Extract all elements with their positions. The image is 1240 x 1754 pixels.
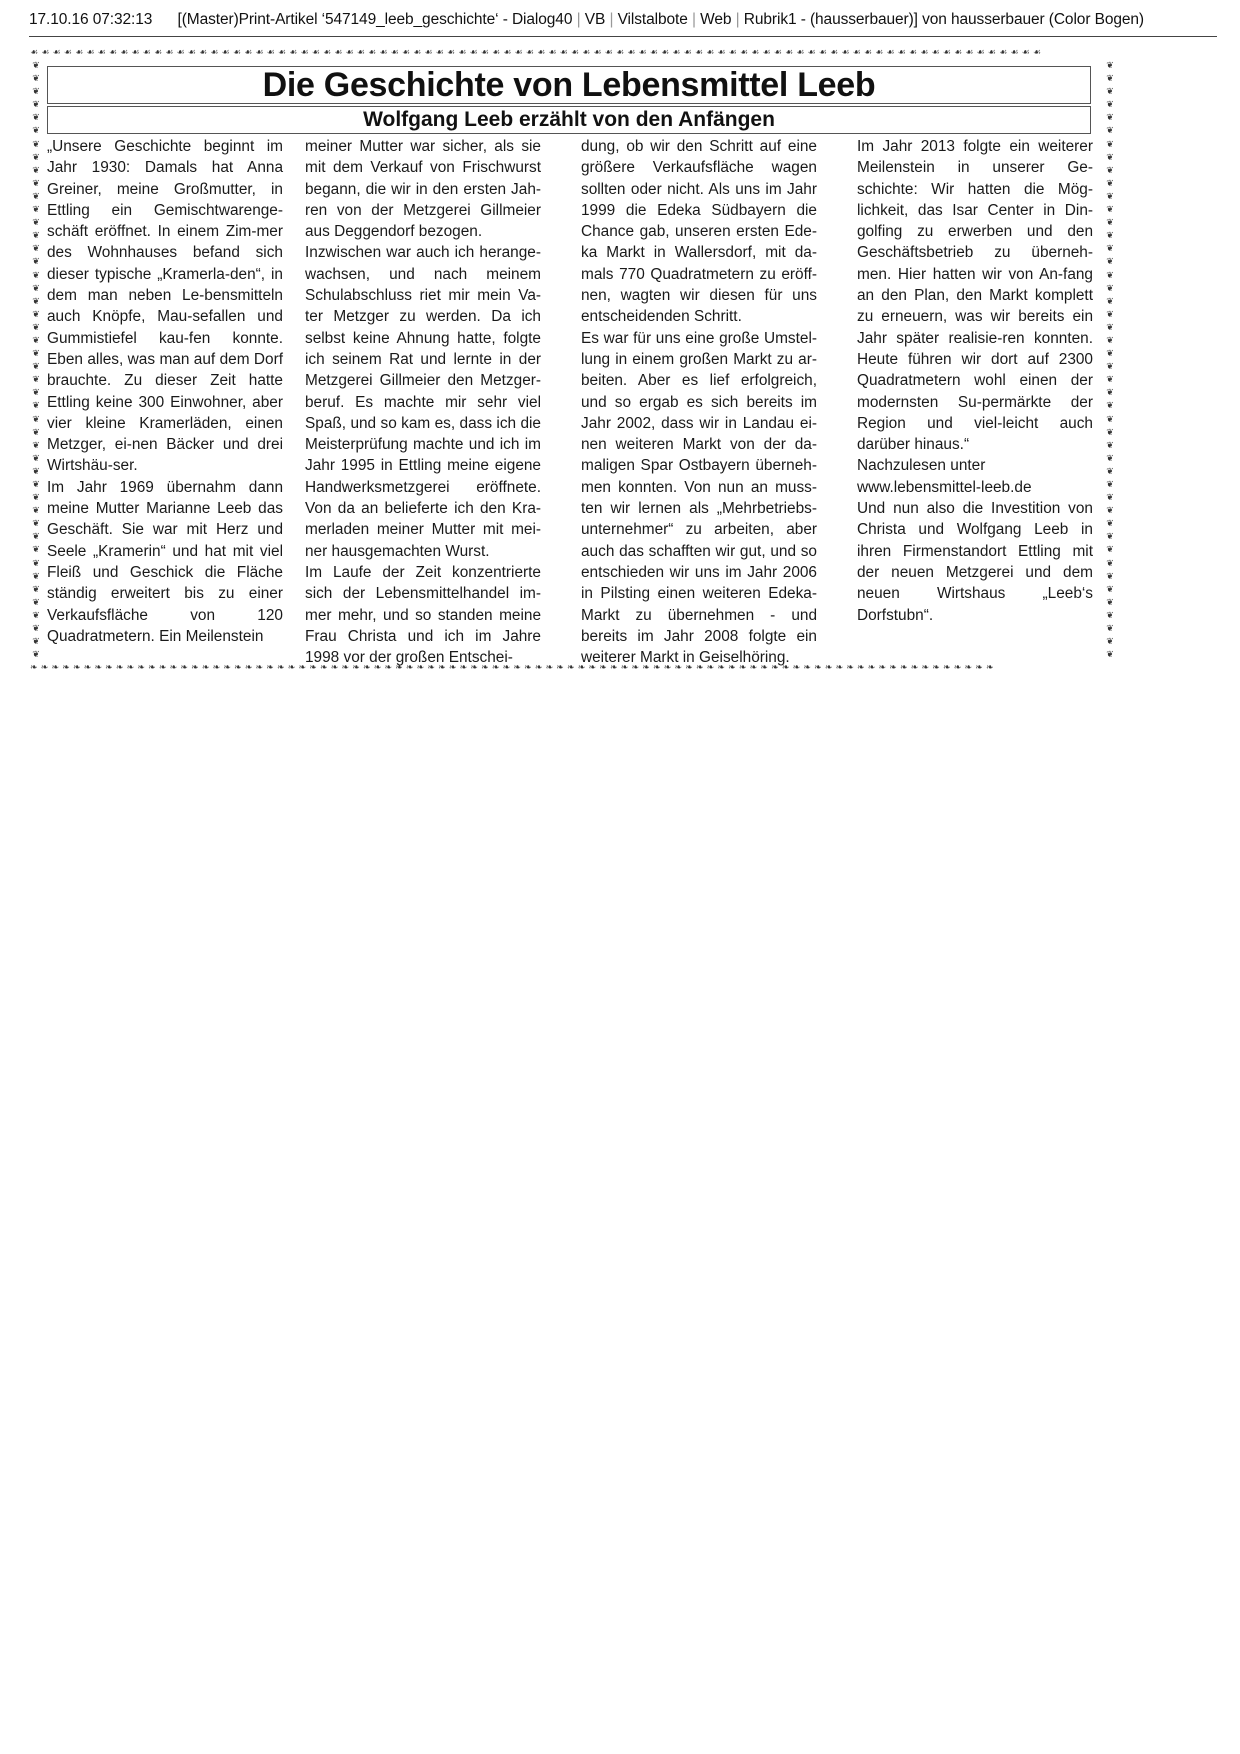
print-article-id: [(Master)Print-Artikel ‘547149_leeb_geschichte‘ - Dialog40 [177, 11, 573, 28]
article-column-2 [305, 136, 541, 668]
paragraph: Nachzulesen unter [857, 457, 986, 475]
article-subtitle: Wolfgang Leeb erzählt von den Anfängen [363, 108, 775, 131]
separator: | [691, 11, 696, 28]
print-section-web: Web [700, 11, 732, 28]
ornament-border-left: ❦ ❦ ❦ ❦ ❦ ❦ ❦ ❦ ❦ ❦ ❦ ❦ ❦ ❦ ❦ ❦ ❦ ❦ ❦ ❦ ❦ ❦ ❦ ❦ ❦ ❦ ❦ ❦ ❦ ❦ ❦ ❦ ❦ ❦ ❦ ❦ ❦ ❦ ❦ ❦ ❦ ❦ ❦ ❦ ❦ ❦ [32, 61, 40, 661]
ornament-border-bottom: ❧❧❧❧❧❧❧❧❧❧❧❧❧❧❧❧❧❧❧❧❧❧❧❧❧❧❧❧❧❧❧❧❧❧❧❧❧❧❧❧❧❧❧❧❧❧❧❧❧❧❧❧❧❧❧❧❧❧❧❧❧❧❧❧❧❧❧❧❧❧❧❧❧❧❧❧❧❧❧❧❧❧❧❧❧❧❧❧❧❧ [30, 663, 997, 673]
paragraph: meiner Mutter war sicher, als sie mit dem Verkauf von Frischwurst begann, die wir in den ersten Jah-ren von der Metzgerei Gillmeier aus Deggendorf bezogen. [305, 138, 541, 241]
print-meta-header [29, 11, 1225, 29]
paragraph: Es war für uns eine große Umstel-lung in einem großen Markt zu ar-beiten. Aber es lief erfolgreich, und so ergab es sich bereits im Jahr 2002, dass wir in Landau ei-nen weiteren Markt von der da-maligen Spar Ostbayern überneh-men konnten. Von nun an muss-ten wir lernen als „Mehrbetriebs-unternehmer“ zu arbeiten, aber auch das schafften wir gut, und so entschieden wir uns im Jahr 2006 in Pilsting einen weiteren Edeka-Markt zu übernehmen - und bereits im Jahr 2008 folgte ein weiterer Markt in Geiselhöring. [581, 329, 817, 667]
print-timestamp: 17.10.16 07:32:13 [29, 11, 153, 28]
headline-box [47, 66, 1091, 104]
paragraph: Und nun also die Investition von Christa und Wolfgang Leeb in ihren Firmenstandort Ettling mit der neuen Metzgerei und dem neuen Wirtshaus „Leeb‘s Dorfstubn“. [857, 500, 1093, 624]
paragraph: Inzwischen war auch ich herange-wachsen, und nach meinem Schulabschluss riet mir mein Va-ter Metzger zu werden. Da ich selbst keine Ahnung hatte, folgte ich seinem Rat und lernte in der Metzgerei Gillmeier den Metzger-beruf. Es machte mir sehr viel Spaß, und so kam es, dass ich die Meisterprüfung machte und ich im Jahr 1995 in Ettling meine eigene Handwerksmetzgerei eröffnete. Von da an belieferte ich den Kra-merladen meiner Mutter mit mei-ner hausgemachten Wurst. [305, 244, 541, 560]
paragraph: Im Jahr 1969 übernahm dann meine Mutter Marianne Leeb das Geschäft. Sie war mit Herz und Seele „Kramerin“ und hat mit viel Fleiß und Geschick die Fläche ständig erweitert bis zu einer Verkaufsfläche von 120 Quadratmetern. Ein Meilenstein [47, 478, 283, 645]
subheadline-box [47, 106, 1091, 134]
article-title: Die Geschichte von Lebensmittel Leeb [262, 66, 876, 104]
article-column-4 [857, 136, 1093, 626]
paragraph: Im Jahr 2013 folgte ein weiterer Meilenstein in unserer Ge-schichte: Wir hatten die Mög-lichkeit, das Isar Center in Din-golfing zu erwerben und den Geschäftsbetrieb zu überneh-men. Hier hatten wir von An-fang an den Plan, den Markt komplett zu erneuern, was wir bereits ein Jahr später realisie-ren konnten. Heute führen wir dort auf 2300 Quadratmetern wohl einen der modernsten Su-permärkte der Region und viel-leicht auch darüber hinaus.“ [857, 138, 1093, 454]
ornament-border-top: ☙☙☙☙☙☙☙☙☙☙☙☙☙☙☙☙☙☙☙☙☙☙☙☙☙☙☙☙☙☙☙☙☙☙☙☙☙☙☙☙☙☙☙☙☙☙☙☙☙☙☙☙☙☙☙☙☙☙☙☙☙☙☙☙☙☙☙☙☙☙☙☙☙☙☙☙☙☙☙☙☙☙☙☙☙☙☙☙☙☙ [30, 48, 1045, 58]
print-rubric: Rubrik1 - (hausserbauer)] von hausserbauer (Color Bogen) [743, 11, 1144, 28]
paragraph: dung, ob wir den Schritt auf eine größere Verkaufsfläche wagen sollten oder nicht. Als uns im Jahr 1999 die Edeka Südbayern die Chance gab, unseren ersten Ede-ka Markt in Wallersdorf, mit da-mals 770 Quadratmetern zu eröff-nen, wagten wir diesen für uns entscheidenden Schritt. [581, 138, 817, 326]
ornament-border-right: ❦ ❦ ❦ ❦ ❦ ❦ ❦ ❦ ❦ ❦ ❦ ❦ ❦ ❦ ❦ ❦ ❦ ❦ ❦ ❦ ❦ ❦ ❦ ❦ ❦ ❦ ❦ ❦ ❦ ❦ ❦ ❦ ❦ ❦ ❦ ❦ ❦ ❦ ❦ ❦ ❦ ❦ ❦ ❦ ❦ ❦ [1106, 61, 1114, 661]
paragraph: Im Laufe der Zeit konzentrierte sich der Lebensmittelhandel im-mer mehr, und so standen meine Frau Christa und ich im Jahre 1998 vor der großen Entschei- [305, 563, 541, 667]
article-column-3 [581, 136, 817, 668]
separator: | [609, 11, 614, 28]
separator: | [735, 11, 740, 28]
paragraph: „Unsere Geschichte beginnt im Jahr 1930: Damals hat Anna Greiner, meine Großmutter, in Ettling ein Gemischtwarenge-schäft eröffnet. In einem Zim-mer des Wohnhauses befand sich dieser typische „Kramerla-den“, in dem man neben Le-bensmitteln auch Knöpfe, Mau-sefallen und Gummistiefel kau-fen konnte. Eben alles, was man auf dem Dorf brauchte. Zu dieser Zeit hatte Ettling keine 300 Einwohner, aber vier kleine Kramerläden, einen Metzger, ei-nen Bäcker und drei Wirtshäu-ser. [47, 138, 283, 475]
website-link[interactable]: www.lebensmittel-leeb.de [857, 478, 1032, 496]
separator: | [576, 11, 581, 28]
print-section-vilstalbote: Vilstalbote [617, 11, 688, 28]
header-rule [29, 36, 1217, 37]
article-column-1 [47, 136, 283, 647]
print-paper: VB [584, 11, 606, 28]
